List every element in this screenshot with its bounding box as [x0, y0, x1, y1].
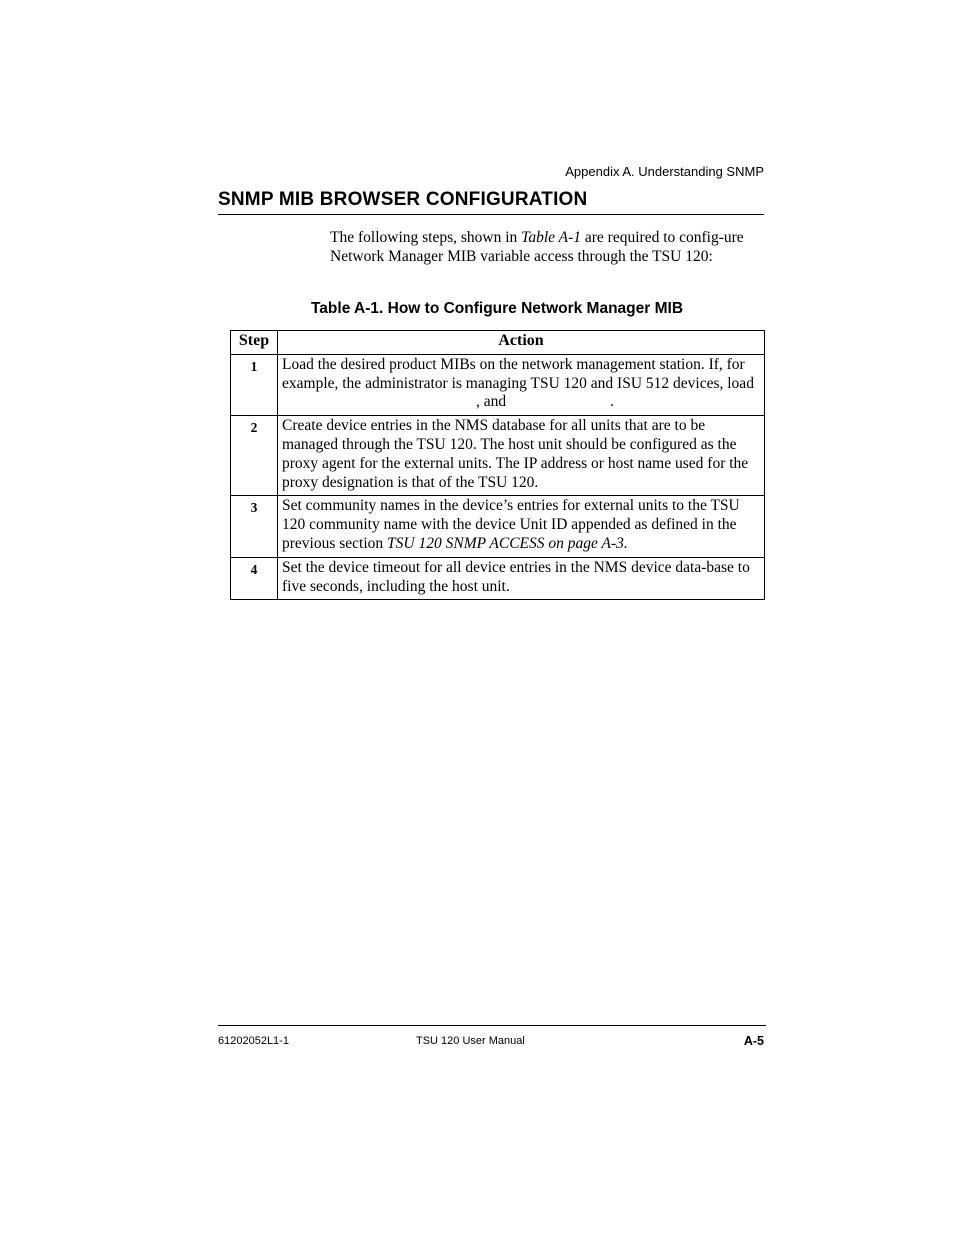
step-number: 1: [231, 354, 278, 415]
table-header-row: [231, 331, 765, 355]
column-header-step: Step: [231, 331, 278, 355]
table-row: [231, 496, 765, 557]
section-cross-reference: TSU 120 SNMP ACCESS on page A-3.: [387, 534, 628, 552]
intro-text-after: are required to config-ure Network Manager MIB variable access through the TSU 120:: [330, 229, 744, 265]
intro-paragraph: [330, 229, 762, 266]
running-head: Appendix A. Understanding SNMP: [565, 164, 764, 179]
step-action-text: Set community names in the device’s entries for external units to the TSU 120 community name with the device Unit ID appended as defined in the previous section: [282, 497, 740, 552]
step-action: Create device entries in the NMS database for all units that are to be managed through the TSU 120. The host unit should be configured as the proxy agent for the external units. The IP address or host name used for the proxy designation is that of the TSU 120.: [278, 416, 765, 496]
table-row: [231, 354, 765, 415]
section-title: SNMP MIB BROWSER CONFIGURATION: [218, 188, 764, 215]
footer-manual-title: TSU 120 User Manual: [416, 1035, 525, 1047]
footer-divider: [218, 1025, 766, 1026]
column-header-action: Action: [278, 331, 765, 355]
table-caption: Table A-1. How to Configure Network Manager MIB: [310, 300, 684, 317]
footer-page-number: A-5: [743, 1034, 764, 1048]
step-action: [278, 354, 765, 415]
step-action-text: , and: [476, 393, 507, 411]
step-action-text: Load the desired product MIBs on the network management station. If, for example, the administrator is managing TSU 120 and ISU 512 devices, load: [282, 355, 754, 392]
step-action-text: .: [610, 393, 615, 411]
table-row: [231, 557, 765, 600]
steps-table: [230, 330, 765, 600]
step-number: 3: [231, 496, 278, 557]
step-number: 2: [231, 416, 278, 496]
intro-table-reference: Table A-1: [521, 229, 582, 246]
step-action: Set the device timeout for all device entries in the NMS device data-base to five seconds, including the host unit.: [278, 557, 765, 600]
step-action: [278, 496, 765, 557]
table-row: [231, 416, 765, 496]
intro-text-before: The following steps, shown in: [330, 229, 522, 246]
step-number: 4: [231, 557, 278, 600]
footer-doc-number: 61202052L1-1: [218, 1035, 289, 1047]
